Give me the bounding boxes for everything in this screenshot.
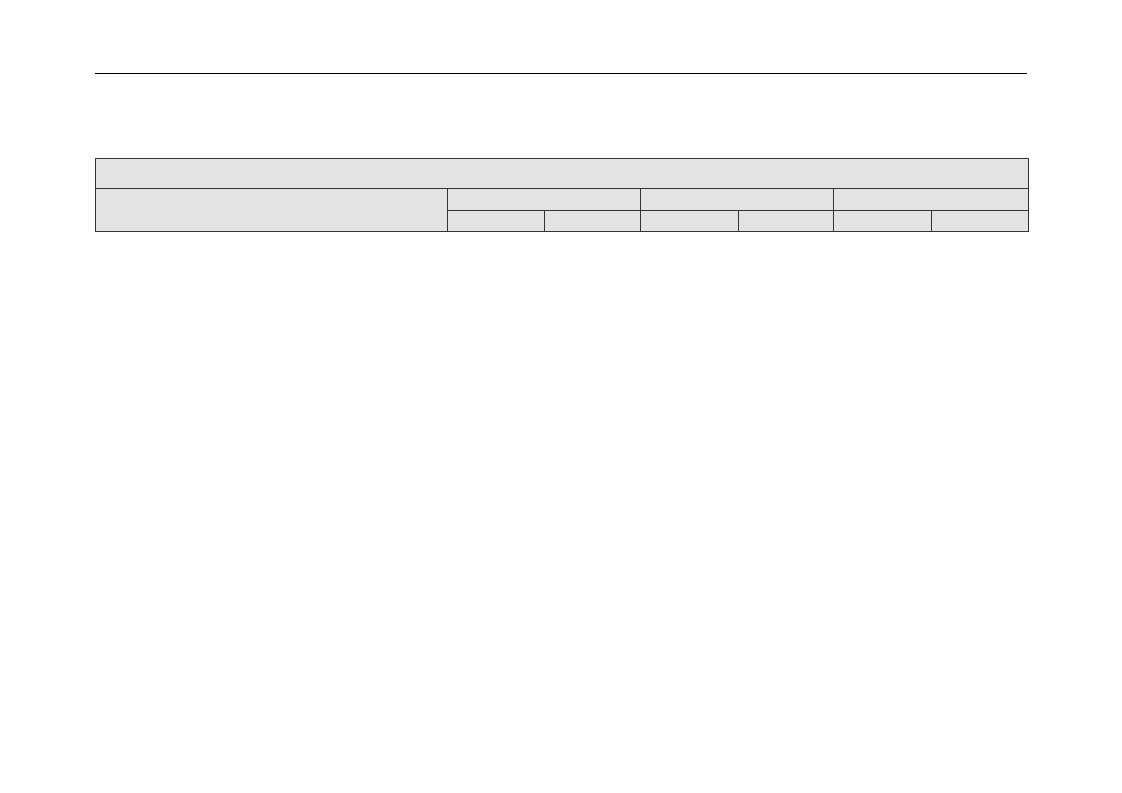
- category-header: [96, 189, 448, 232]
- group-header-difference: [834, 189, 1029, 211]
- sub-header-ratio: [739, 210, 834, 232]
- sub-header-area: [834, 210, 932, 232]
- section-header: [96, 159, 1029, 189]
- land-use-structure-table: [95, 158, 1029, 232]
- sub-header-ratio: [932, 210, 1029, 232]
- sub-header-ratio: [545, 210, 641, 232]
- sub-header-area: [448, 210, 545, 232]
- group-header-base-year: [448, 189, 641, 211]
- header-divider: [95, 73, 1027, 74]
- sub-header-area: [641, 210, 739, 232]
- group-header-target-year: [641, 189, 834, 211]
